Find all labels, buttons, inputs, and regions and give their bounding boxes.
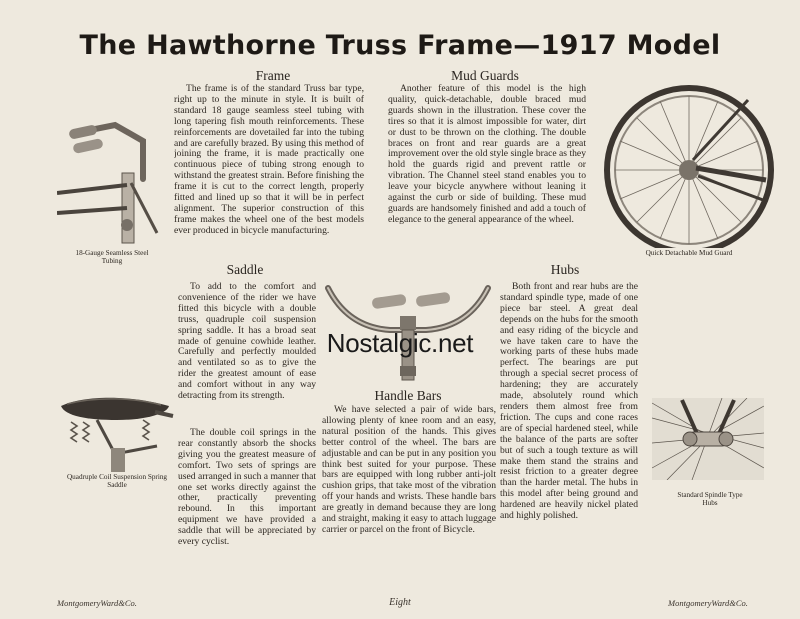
saddle-caption: Quadruple Coil Suspension Spring Saddle xyxy=(66,473,168,490)
handle-bars-heading: Handle Bars xyxy=(374,388,442,403)
saddle-body-2: The double coil springs in the rear constantly absorb the shocks giving you the greatest measure of comfort. Two sets of springs are used arranged in such a manner that one set works directly against the other, practically preventing rebound. In this important equipment we have provided a saddle that will be appreciated by every cyclist. xyxy=(178,428,316,548)
frame-heading: Frame xyxy=(255,68,291,83)
page-number: Eight xyxy=(389,597,411,608)
steel-tubing-caption: 18-Gauge Seamless Steel Tubing xyxy=(75,249,149,266)
mud-guards-body: Another feature of this model is the high quality, quick-detachable, double braced mud guards shown in the illustration. These cover the tires so that it is almost impossible for water, dirt or dust to be thrown on the clothing. The double braces on front and rear guards are a great improvement over the old style single brace as they hold the guards rigid and prevent rattle or vibration. The Channel steel stand enables you to leave your bicycle anywhere without leaning it against the curb or side of building. These mud guards are handsomely finished and add a touch of elegance to the general appearance of the wheel. xyxy=(388,84,586,225)
hubs-heading: Hubs xyxy=(550,262,580,277)
saddle-heading: Saddle xyxy=(226,262,264,277)
handle-bars-body: We have selected a pair of wide bars, allowing plenty of knee room and an easy, natural position of the hands. This gives better control of the wheel. The bars are adjustable and can be put in any position you think best suited for your purpose. These bars are equipped with long rubber anti-jolt cushion grips, that take most of the vibration off your hands and wrists. These handle bars are greatly in demand because they are long and straight, making it easy to attach luggage carrier or parcel on the front of Bicycle. xyxy=(322,405,496,535)
hubs-photo xyxy=(652,398,764,480)
frame-body: The frame is of the standard Truss bar type, right up to the minute in style. It is built of standard 18 gauge seamless steel tubing with long tapering fish mouth reinforcements. These reinforcements are dovetailed far into the tubing and are carefully brazed. By using this method of joining the frame, it is made practically one continuous piece of tubing strong enough to withstand the greatest strain. Before finishing the frame it is cut to the correct length, properly fitted and lined up so that it will be in perfect alignment. The superior construction of this frame makes the wheel one of the best models ever produced in bicycle manufacturing. xyxy=(174,84,364,236)
saddle-body-1: To add to the comfort and convenience of the rider we have fitted this bicycle with a double truss, quadruple coil suspension spring saddle. It has a broad seat made of genuine cowhide leather. Carefully and perfectly moulded and ventilated so as to give the rider the greatest amount of ease and comfort without in any way detracting from its strength. xyxy=(178,282,316,402)
mud-guard-caption: Quick Detachable Mud Guard xyxy=(645,249,733,257)
saddle-photo xyxy=(57,392,177,474)
footer-brand-right: MontgomeryWard&Co. xyxy=(668,598,748,608)
hubs-body: Both front and rear hubs are the standard spindle type, made of one piece bar steel. A great deal depends on the hubs for the smooth and easy riding of the bicycle and we have taken care to have the working parts of these hubs made perfect. The bearings are put through a special secret process of hardening; they are accurately made, absolutely round which renders them almost free from friction. The cups and cone races are of special hardened steel, while the balance of the parts are softer but of such a tough texture as will make them stand the strains and resist friction to a greater degree than the harder metal. The hubs in this model after being ground and hardened are heavily nickel plated and highly polished. xyxy=(500,282,638,522)
page-title: The Hawthorne Truss Frame—1917 Model xyxy=(79,30,721,61)
mud-guards-heading: Mud Guards xyxy=(451,68,519,83)
watermark: Nostalgic.net xyxy=(326,328,474,358)
hubs-caption: Standard Spindle Type Hubs xyxy=(677,491,743,508)
mud-guard-photo xyxy=(598,80,780,248)
steel-tubing-photo xyxy=(57,113,167,248)
footer-brand-left: MontgomeryWard&Co. xyxy=(57,598,137,608)
